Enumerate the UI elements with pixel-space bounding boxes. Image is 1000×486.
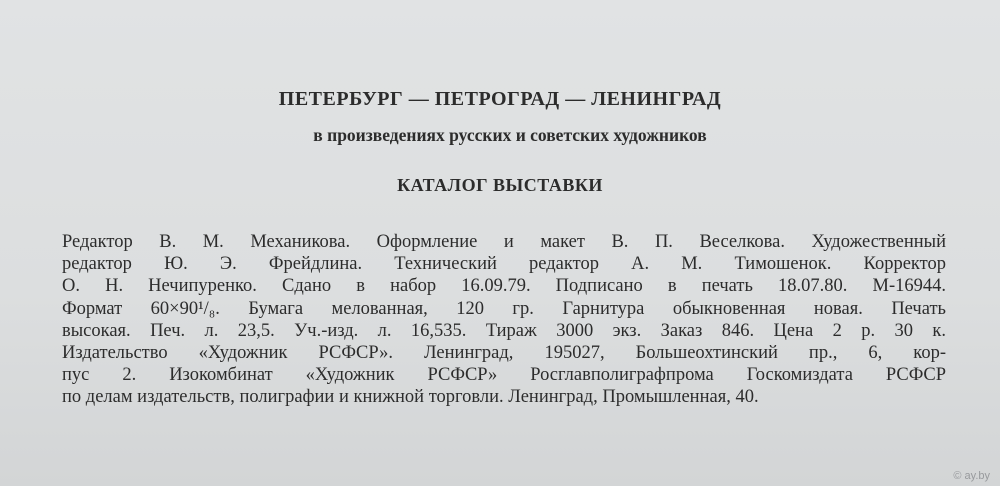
- imprint-line: пус 2. Изокомбинат «Художник РСФСР» Росглавполиграфпрома Госкомиздата РСФСР: [62, 365, 946, 386]
- imprint-line: Редактор В. М. Механикова. Оформление и макет В. П. Веселкова. Художественный: [62, 232, 946, 252]
- imprint-line: Формат 60×90¹/₈. Бумага мелованная, 120 гр. Гарнитура обыкновенная новая. Печать: [62, 298, 946, 319]
- imprint-line: высокая. Печ. л. 23,5. Уч.-изд. л. 16,535. Тираж 3000 экз. Заказ 846. Цена 2 р. 30 к.: [62, 320, 946, 341]
- book-subtitle: в произведениях русских и советских художников: [313, 125, 707, 145]
- catalog-heading: КАТАЛОГ ВЫСТАВКИ: [397, 175, 603, 195]
- book-title: ПЕТЕРБУРГ — ПЕТРОГРАД — ЛЕНИНГРАД: [278, 88, 722, 110]
- imprint-line: О. Н. Нечипуренко. Сдано в набор 16.09.79. Подписано в печать 18.07.80. М-16944.: [62, 276, 946, 297]
- imprint-line: редактор Ю. Э. Фрейдлина. Технический редактор А. М. Тимошенок. Корректор: [62, 254, 946, 275]
- imprint-line: по делам издательств, полиграфии и книжной торговли. Ленинград, Промышленная, 40.: [62, 387, 759, 408]
- site-watermark: © ay.by: [953, 470, 990, 482]
- imprint-block: [62, 231, 946, 409]
- imprint-line: Издательство «Художник РСФСР». Ленинград, 195027, Большеохтинский пр., 6, кор-: [62, 342, 946, 363]
